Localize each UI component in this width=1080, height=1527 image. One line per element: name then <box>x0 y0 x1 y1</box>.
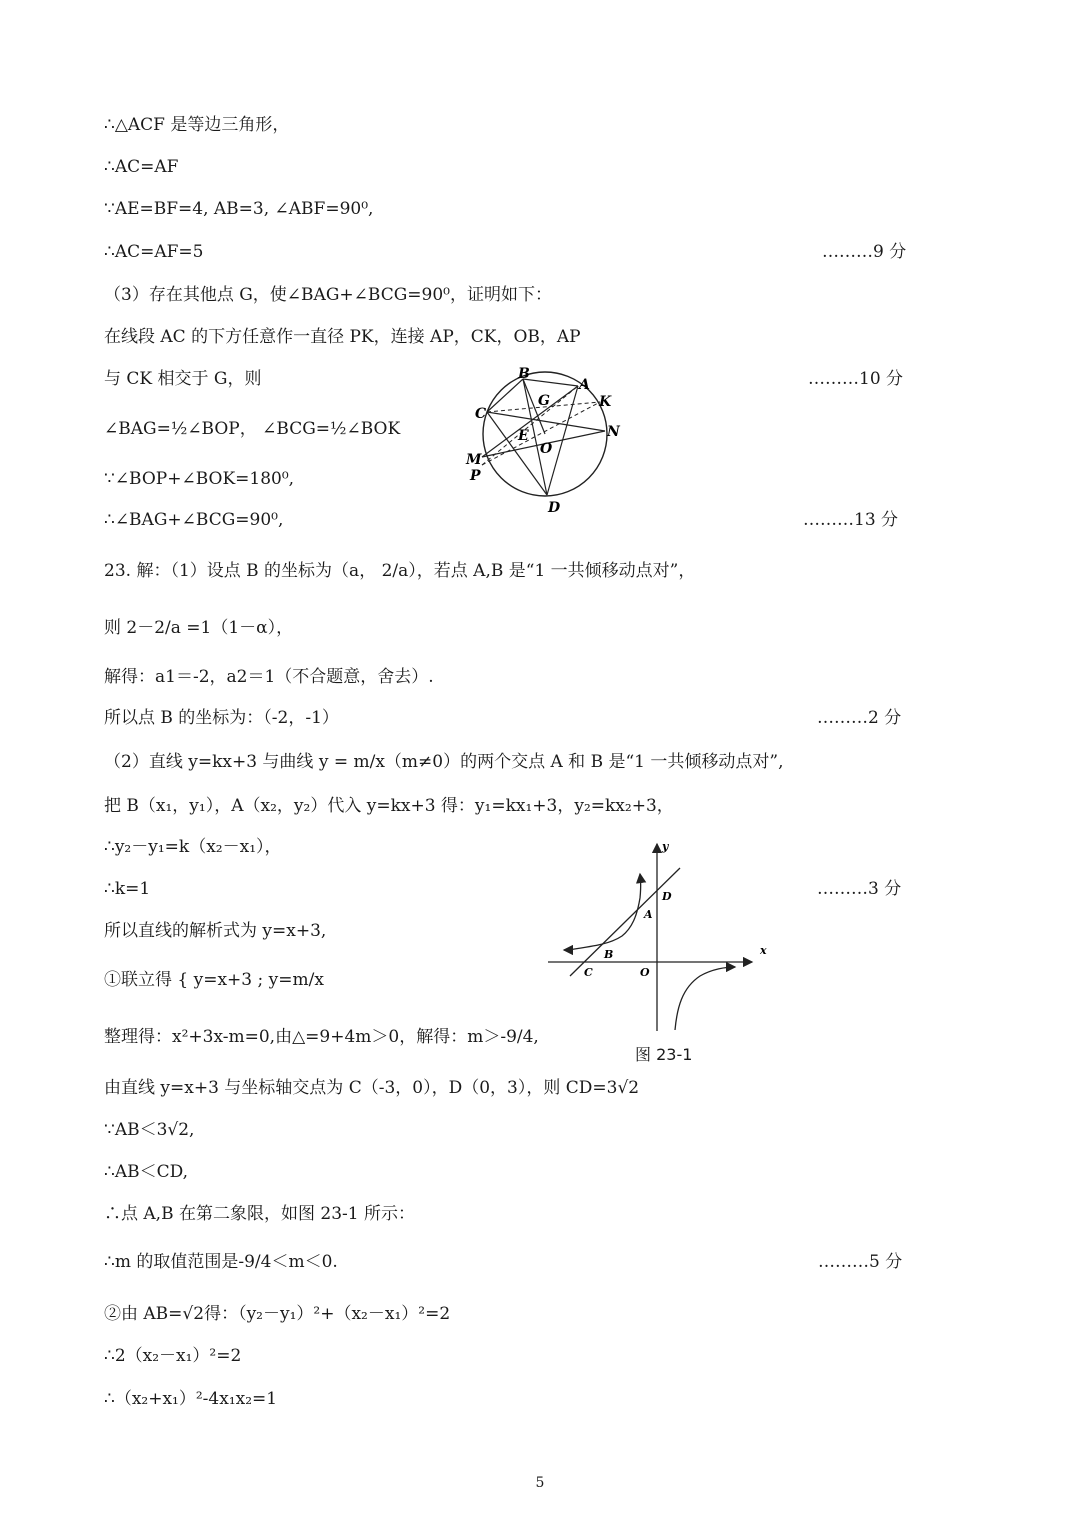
text-line: ∵∠BOP+∠BOK=180⁰, <box>104 469 295 489</box>
text-line: ∴k=1 <box>104 879 151 899</box>
text-line: 整理得：x²+3x-m=0,由△=9+4m＞0，解得：m＞-9/4, <box>104 1027 539 1047</box>
score-marker: ………9 分 <box>822 242 907 262</box>
text-line: ∴AC=AF <box>104 157 179 177</box>
text-line: 所以点 B 的坐标为：（-2，-1） <box>104 708 339 728</box>
label-point: G <box>538 393 550 409</box>
text-line: ∴m 的取值范围是-9/4＜m＜0. <box>104 1252 338 1272</box>
label-point: C <box>584 966 593 979</box>
label-point: D <box>662 890 672 903</box>
label-point: B <box>518 366 530 382</box>
text-line: ∵AB＜3√2, <box>104 1120 195 1140</box>
label-point: P <box>470 468 481 484</box>
label-point: O <box>540 441 553 457</box>
score-marker: ………5 分 <box>818 1252 903 1272</box>
page-number: 5 <box>535 1475 545 1491</box>
text-line: ∴AC=AF=5 <box>104 242 204 262</box>
figure-caption: 图 23-1 <box>635 1045 693 1064</box>
label-point: K <box>599 394 612 410</box>
text-line: 在线段 AC 的下方任意作一直径 PK，连接 AP，CK，OB，AP <box>104 327 581 347</box>
text-line: ①联立得 { y=x+3 ; y=m/x <box>104 970 324 990</box>
text-line: 23. 解：（1）设点 B 的坐标为（a， 2/a），若点 A,B 是“1 一共倾移动点对”， <box>104 561 696 581</box>
text-line: ∴2（x₂－x₁）²=2 <box>104 1346 242 1366</box>
label-point: N <box>607 424 620 440</box>
hyperbola-branch-right <box>675 967 735 1030</box>
line-cd <box>570 868 680 976</box>
label-axis: y <box>662 840 669 853</box>
circle-diagram <box>460 362 630 517</box>
graph-diagram <box>540 838 780 1038</box>
label-point: A <box>579 377 590 393</box>
segment-cb <box>487 379 523 412</box>
text-line: ∴点 A,B 在第二象限，如图 23-1 所示： <box>104 1204 415 1224</box>
text-line: 由直线 y=x+3 与坐标轴交点为 C（-3，0），D（0，3），则 CD=3√2 <box>104 1078 640 1098</box>
label-point: A <box>644 908 653 921</box>
text-line: 则 2－2/a =1（1－α）， <box>104 618 294 638</box>
text-line: ∴△ACF 是等边三角形， <box>104 115 290 135</box>
label-point: B <box>604 948 614 961</box>
score-marker: ………2 分 <box>817 708 902 728</box>
text-line: ∴y₂－y₁=k（x₂－x₁）， <box>104 837 282 857</box>
text-line: ②由 AB=√2得：（y₂－y₁）²+（x₂－x₁）²=2 <box>104 1304 451 1324</box>
text-line: （2）直线 y=kx+3 与曲线 y = m/x（m≠0）的两个交点 A 和 B 是“1 一共倾移动点对”, <box>104 752 784 772</box>
label-axis: x <box>760 944 767 957</box>
text-line: （3）存在其他点 G，使∠BAG+∠BCG=90⁰，证明如下： <box>104 285 552 305</box>
hyperbola-branch-left <box>568 874 641 950</box>
segment-cn <box>487 412 605 431</box>
text-line: ∴AB＜CD, <box>104 1162 189 1182</box>
score-marker: ………3 分 <box>817 879 902 899</box>
text-line: ∴（x₂+x₁）²-4x₁x₂=1 <box>104 1389 278 1409</box>
text-line: 与 CK 相交于 G，则 <box>104 369 262 389</box>
label-point: O <box>640 966 650 979</box>
segment-ba <box>523 379 578 386</box>
text-line: 把 B（x₁，y₁），A（x₂，y₂）代入 y=kx+3 得：y₁=kx₁+3，y₂=kx₂+3， <box>104 796 674 816</box>
label-point: E <box>518 428 529 444</box>
text-line: ∴∠BAG+∠BCG=90⁰, <box>104 510 284 530</box>
score-marker: ………10 分 <box>808 369 904 389</box>
score-marker: ………13 分 <box>803 510 899 530</box>
label-point: D <box>548 500 561 516</box>
text-line: ∵AE=BF=4, AB=3, ∠ABF=90⁰, <box>104 199 374 219</box>
text-line: ∠BAG=½∠BOP， ∠BCG=½∠BOK <box>104 419 401 439</box>
label-point: M <box>466 452 482 468</box>
label-point: C <box>475 406 487 422</box>
text-line: 解得：a1＝-2，a2＝1（不合题意，舍去）. <box>104 667 434 687</box>
text-line: 所以直线的解析式为 y=x+3, <box>104 921 327 941</box>
